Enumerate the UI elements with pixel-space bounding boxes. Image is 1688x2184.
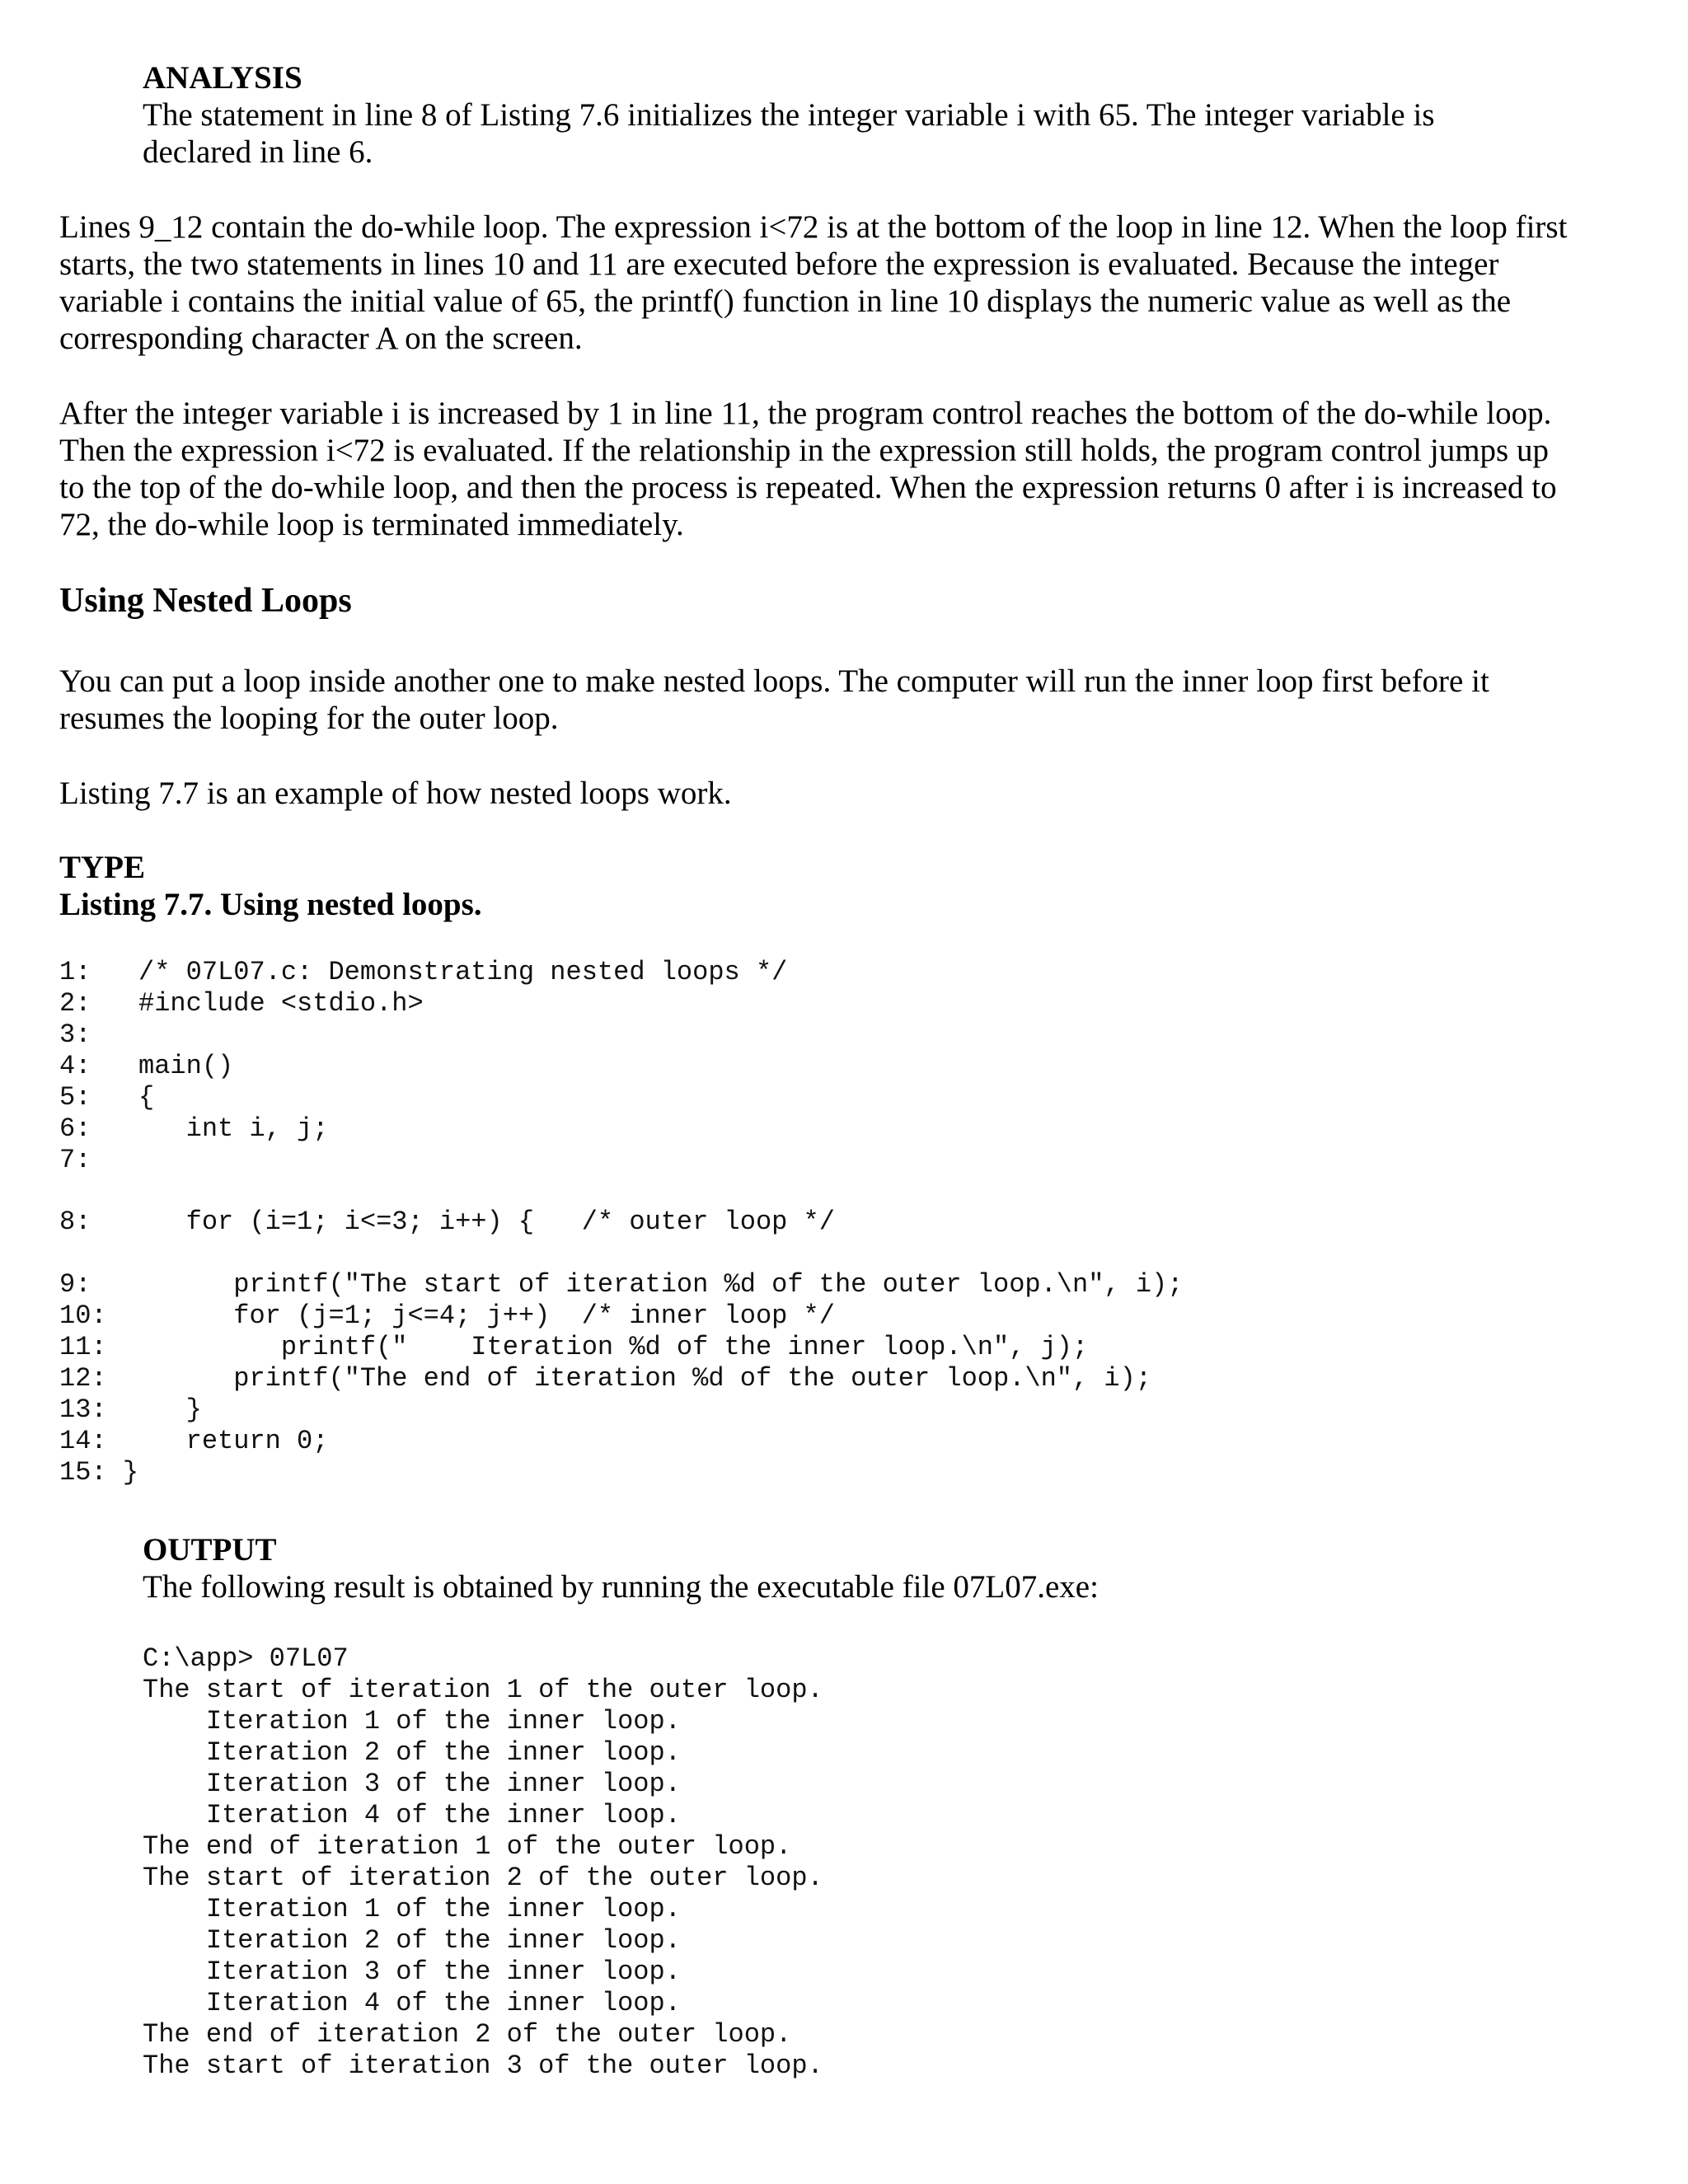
paragraph-4-line-1: Listing 7.7 is an example of how nested loops work. [59, 776, 732, 811]
output-line: Iteration 4 of the inner loop. [143, 1800, 681, 1830]
code-line: 10: for (j=1; j<=4; j++) /* inner loop */ [59, 1301, 835, 1331]
paragraph-2-line-2: Then the expression i<72 is evaluated. If the relationship in the expression still holds, the program control jumps up [59, 433, 1549, 468]
output-line: The start of iteration 2 of the outer loop. [143, 1863, 823, 1893]
code-line: 13: } [59, 1394, 202, 1425]
output-label: OUTPUT [143, 1532, 277, 1568]
type-label: TYPE [59, 850, 146, 885]
output-line: Iteration 3 of the inner loop. [143, 1769, 681, 1799]
output-line: The end of iteration 1 of the outer loop. [143, 1831, 792, 1862]
paragraph-1-line-4: corresponding character A on the screen. [59, 321, 583, 356]
code-line: 1: /* 07L07.c: Demonstrating nested loops */ [59, 957, 788, 987]
output-line: Iteration 2 of the inner loop. [143, 1925, 681, 1956]
output-line: The start of iteration 3 of the outer loop. [143, 2050, 823, 2081]
analysis-line-2: declared in line 6. [143, 134, 373, 170]
section-heading: Using Nested Loops [59, 582, 352, 620]
output-line: The start of iteration 1 of the outer loop. [143, 1675, 823, 1705]
output-intro: The following result is obtained by running the executable file 07L07.exe: [143, 1569, 1099, 1605]
analysis-label: ANALYSIS [143, 60, 302, 96]
code-line: 5: { [59, 1082, 155, 1113]
code-line: 11: printf(" Iteration %d of the inner loop.\n", j); [59, 1332, 1089, 1362]
code-line: 12: printf("The end of iteration %d of the outer loop.\n", i); [59, 1363, 1152, 1394]
output-line: Iteration 1 of the inner loop. [143, 1706, 681, 1736]
paragraph-1-line-2: starts, the two statements in lines 10 and 11 are executed before the expression is evaluated. Because the integer [59, 246, 1499, 282]
code-line: 7: [59, 1145, 91, 1175]
code-line: 4: main() [59, 1051, 234, 1081]
output-line: Iteration 3 of the inner loop. [143, 1957, 681, 1987]
code-line: 3: [59, 1019, 91, 1050]
code-line: 9: printf("The start of iteration %d of the outer loop.\n", i); [59, 1269, 1184, 1300]
analysis-line-1: The statement in line 8 of Listing 7.6 initializes the integer variable i with 65. The integer variable is [143, 97, 1435, 133]
code-line: 6: int i, j; [59, 1113, 329, 1144]
paragraph-1-line-1: Lines 9_12 contain the do-while loop. The expression i<72 is at the bottom of the loop in line 12. When the loop first [59, 209, 1568, 245]
code-line: 8: for (i=1; i<=3; i++) { /* outer loop */ [59, 1207, 835, 1237]
output-line: Iteration 4 of the inner loop. [143, 1988, 681, 2018]
code-line: 2: #include <stdio.h> [59, 988, 424, 1019]
code-line: 14: return 0; [59, 1426, 329, 1456]
listing-caption: Listing 7.7. Using nested loops. [59, 887, 482, 922]
output-line: Iteration 2 of the inner loop. [143, 1737, 681, 1768]
paragraph-2-line-3: to the top of the do-while loop, and then the process is repeated. When the expression returns 0 after i is increased to [59, 470, 1557, 505]
output-line: The end of iteration 2 of the outer loop. [143, 2019, 792, 2050]
paragraph-2-line-1: After the integer variable i is increased by 1 in line 11, the program control reaches the bottom of the do-while loop. [59, 396, 1552, 431]
code-line: 15: } [59, 1457, 139, 1488]
paragraph-2-line-4: 72, the do-while loop is terminated immediately. [59, 507, 684, 542]
paragraph-1-line-3: variable i contains the initial value of 65, the printf() function in line 10 displays the numeric value as well as the [59, 284, 1511, 319]
paragraph-3-line-2: resumes the looping for the outer loop. [59, 701, 559, 736]
paragraph-3-line-1: You can put a loop inside another one to make nested loops. The computer will run the inner loop first before it [59, 663, 1489, 699]
output-line: Iteration 1 of the inner loop. [143, 1894, 681, 1924]
output-line: C:\app> 07L07 [143, 1643, 349, 1674]
